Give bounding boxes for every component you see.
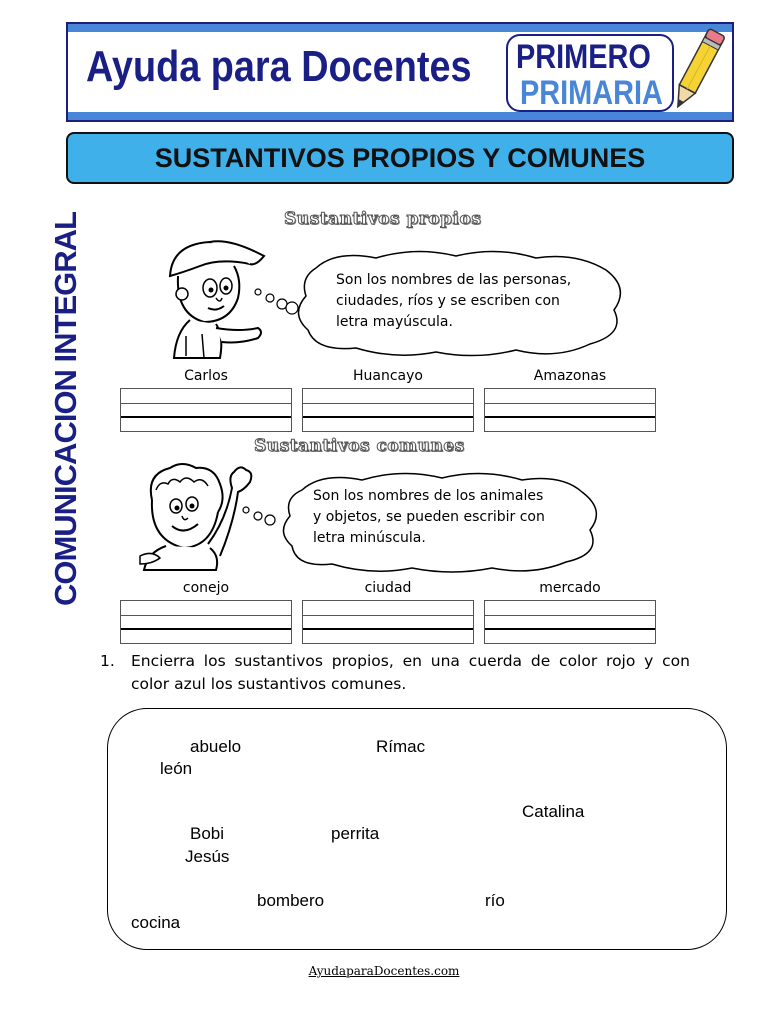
writing-lines[interactable] (484, 600, 656, 644)
word-item[interactable]: Rímac (376, 737, 426, 756)
proper-example-3: Amazonas (533, 368, 607, 384)
worksheet-title: SUSTANTIVOS PROPIOS Y COMUNES (154, 143, 646, 173)
bubble-line: letra minúscula. (313, 530, 426, 546)
writing-lines[interactable] (302, 388, 474, 432)
side-label (0, 212, 83, 607)
writing-lines[interactable] (484, 388, 656, 432)
word-item[interactable]: río (485, 891, 505, 910)
header-banner (66, 22, 734, 122)
bubble-line: Son los nombres de las personas, (336, 272, 572, 288)
bubble-line: y objetos, se pueden escribir con (313, 509, 545, 525)
proper-example-1: Carlos (184, 368, 228, 384)
bubble-line: letra mayúscula. (336, 314, 453, 330)
banner-stripe-top (68, 24, 732, 32)
pencil-icon (668, 26, 728, 116)
footer-link[interactable]: AyudaparaDocentes.com (308, 964, 460, 978)
banner-stripe-bottom (68, 112, 732, 120)
word-item[interactable]: bombero (257, 891, 325, 910)
common-example-1: conejo (182, 580, 230, 596)
word-item[interactable]: Jesús (185, 847, 230, 866)
common-example-2: ciudad (364, 580, 412, 596)
common-heading: Sustantivos comunes (254, 436, 465, 456)
word-item[interactable]: perrita (331, 824, 380, 843)
grade-badge (506, 34, 674, 112)
word-box (107, 708, 727, 950)
writing-lines[interactable] (120, 600, 292, 644)
worksheet-title-bar (66, 132, 734, 184)
writing-lines[interactable] (302, 600, 474, 644)
instruction-number: 1. (100, 652, 115, 670)
brand-title: Ayuda para Docentes (86, 42, 472, 91)
common-example-3: mercado (539, 580, 601, 596)
bubble-line: ciudades, ríos y se escriben con (336, 293, 560, 309)
grade-line1: PRIMERO (516, 38, 651, 76)
word-item[interactable]: león (160, 759, 193, 778)
proper-example-2: Huancayo (353, 368, 423, 384)
common-bubble-text (313, 486, 545, 549)
word-item[interactable]: Bobi (190, 824, 225, 843)
proper-bubble-text (336, 270, 571, 333)
instruction-text: Encierra los sustantivos propios, en una cuerda de color rojo y con color azul los sustantivos comunes. (131, 652, 690, 693)
proper-heading: Sustantivos propios (284, 209, 482, 229)
word-item[interactable]: abuelo (190, 737, 242, 756)
instruction (100, 650, 690, 696)
writing-lines[interactable] (120, 388, 292, 432)
word-item[interactable]: Catalina (522, 802, 585, 821)
bubble-line: Son los nombres de los animales (313, 488, 544, 504)
word-item[interactable]: cocina (131, 913, 181, 932)
grade-line2: PRIMARIA (520, 74, 663, 112)
side-label-text: COMUNICACION INTEGRAL (48, 212, 83, 607)
